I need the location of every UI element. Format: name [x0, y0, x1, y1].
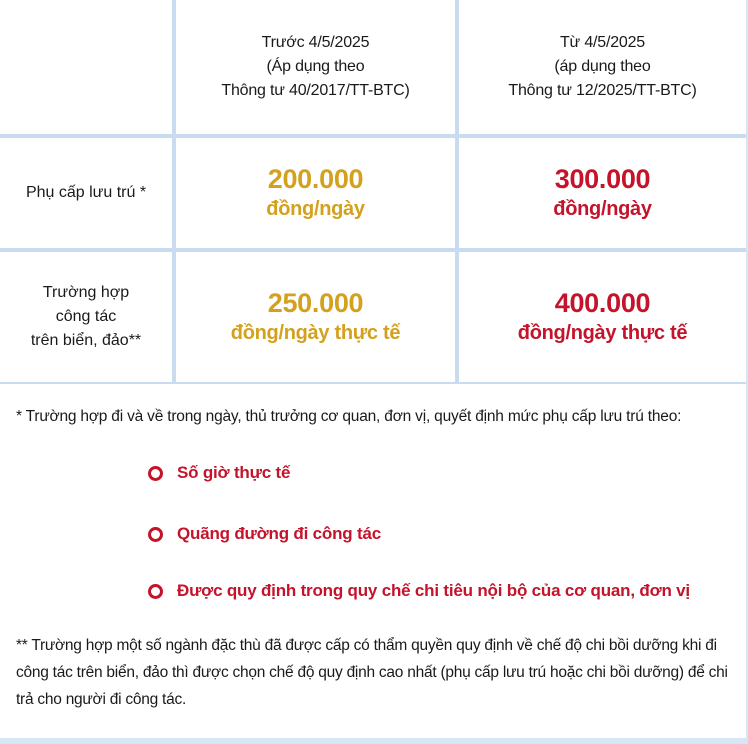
- after-amount: 400.000: [554, 288, 651, 318]
- header-before-line: (Áp dụng theo: [266, 58, 365, 75]
- option-label: Số giờ thực tế: [177, 463, 291, 482]
- header-empty-cell: [0, 0, 172, 134]
- circle-bullet-icon: [148, 466, 163, 481]
- option-label: Quãng đường đi công tác: [177, 524, 381, 543]
- option-item: [148, 524, 381, 544]
- before-value-cell: [176, 252, 455, 382]
- row-label: công tác: [55, 308, 117, 325]
- after-amount: 300.000: [554, 164, 651, 194]
- after-unit: đồng/ngày: [553, 198, 652, 220]
- row-label: trên biển, đảo**: [30, 332, 142, 349]
- circle-bullet-icon: [148, 584, 163, 599]
- header-before-line: Thông tư 40/2017/TT-BTC): [221, 82, 410, 99]
- before-unit: đồng/ngày: [266, 198, 365, 220]
- header-before-cell: [176, 0, 455, 134]
- circle-bullet-icon: [148, 527, 163, 542]
- note-single-asterisk: * Trường hợp đi và về trong ngày, thủ trưởng cơ quan, đơn vị, quyết định mức phụ cấp lưu trú theo:: [16, 408, 682, 425]
- before-amount: 250.000: [267, 288, 364, 318]
- option-label: Được quy định trong quy chế chi tiêu nội bộ của cơ quan, đơn vị: [177, 581, 690, 600]
- row-label-cell: [0, 252, 172, 382]
- option-item: [148, 463, 290, 483]
- before-amount: 200.000: [267, 164, 364, 194]
- after-value-cell: [459, 138, 746, 248]
- note-double-asterisk: ** Trường hợp một số ngành đặc thù đã được cấp có thẩm quyền quy định về chế độ chi bồi dưỡng khi đi công tác trên biển, đảo thì được chọn chế độ quy định cao nhất (phụ cấp lưu trú hoặc chi bồi dưỡng) để chi trả cho người đi công tác.: [16, 637, 728, 708]
- header-after-cell: [459, 0, 746, 134]
- after-value-cell: [459, 252, 746, 382]
- header-after-line: Từ 4/5/2025: [559, 34, 645, 51]
- before-value-cell: [176, 138, 455, 248]
- row-label: Trường hợp: [42, 284, 130, 301]
- row-label: Phụ cấp lưu trú *: [25, 184, 147, 201]
- after-unit: đồng/ngày thực tế: [517, 322, 688, 344]
- header-before-line: Trước 4/5/2025: [261, 34, 370, 51]
- header-after-line: (áp dụng theo: [554, 58, 651, 75]
- header-after-line: Thông tư 12/2025/TT-BTC): [508, 82, 697, 99]
- option-item: [148, 581, 690, 601]
- before-unit: đồng/ngày thực tế: [230, 322, 401, 344]
- notes-section: [0, 384, 746, 738]
- row-label-cell: [0, 138, 172, 248]
